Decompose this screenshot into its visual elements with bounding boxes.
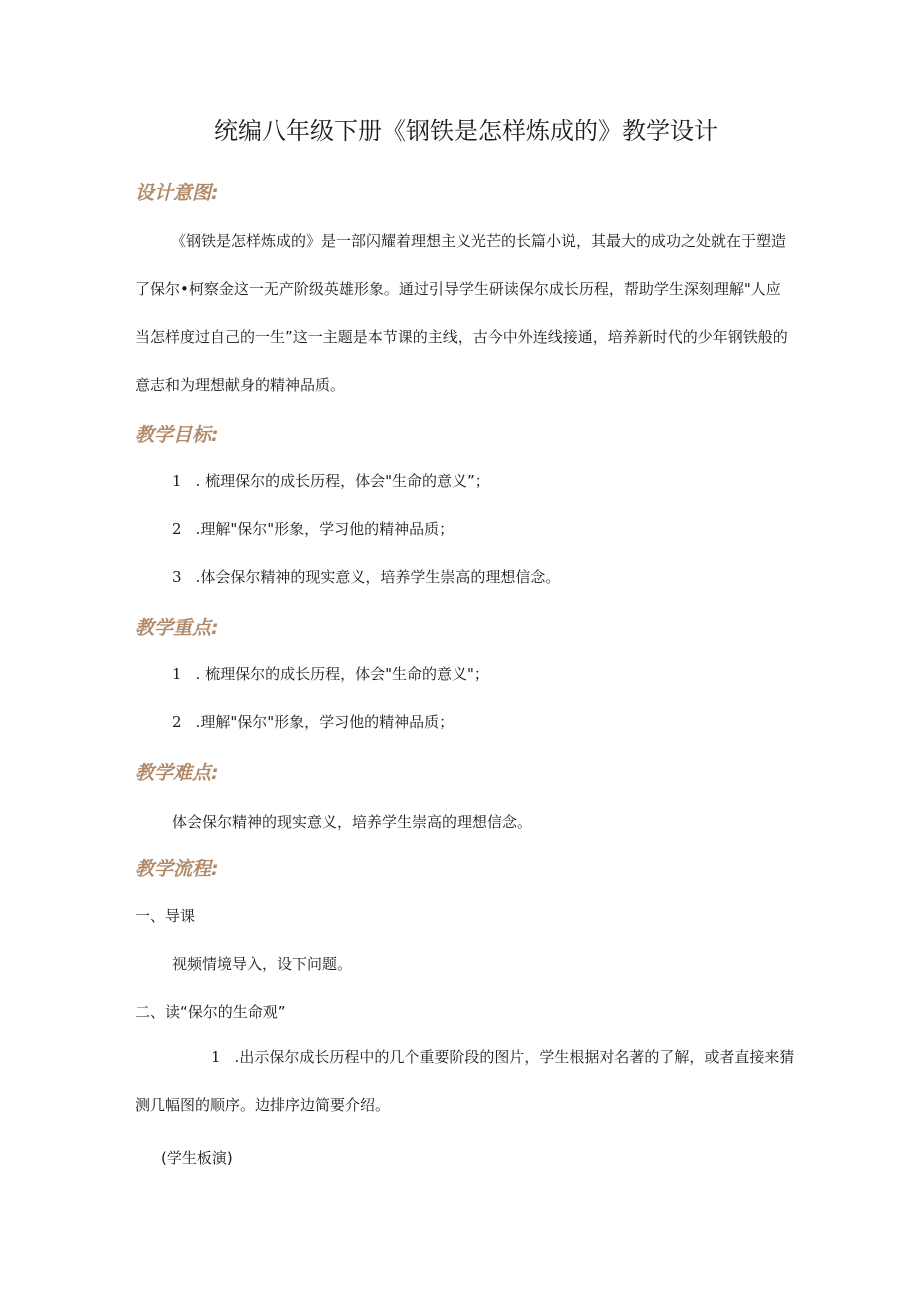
objective-number-1: 1 <box>172 472 182 490</box>
document-title: 统编八年级下册《钢铁是怎样炼成的》教学设计 <box>214 117 718 145</box>
key-point-text-2: .理解"保尔"形象，学习他的精神品质； <box>195 713 455 731</box>
objective-number-2: 2 <box>172 520 182 538</box>
objective-text-2: .理解"保尔"形象，学习他的精神品质； <box>195 520 455 538</box>
heading-process: 教学流程: <box>135 858 219 880</box>
heading-key-points: 教学重点: <box>135 617 219 639</box>
objective-item-1 <box>172 469 490 493</box>
design-intent-paragraph: 《钢铁是怎样炼成的》是一部闪耀着理想主义光芒的长篇小说，其最大的成功之处就在于塑造了保尔•柯察金这一无产阶级英雄形象。通过引导学生研读保尔成长历程，帮助学生深刻理解"人应当怎样度过自己的一生”这一主题是本节课的主线，古今中外连线接通，培养新时代的少年钢铁般的意志和为理想献身的精神品质。 <box>135 232 788 394</box>
step-1-paragraph <box>135 1033 795 1129</box>
objective-number-3: 3 <box>172 568 182 586</box>
heading-difficulties: 教学难点: <box>135 762 219 784</box>
section-title-intro: 一、导课 <box>135 907 196 925</box>
step-1-number: 1 <box>211 1048 221 1066</box>
key-point-number-1: 1 <box>172 665 182 683</box>
key-point-item-1 <box>172 662 489 686</box>
objective-text-1: . 梳理保尔的成长历程，体会"生命的意义”； <box>195 472 490 490</box>
key-point-item-2 <box>172 710 454 734</box>
board-note: (学生板演) <box>161 1149 233 1167</box>
objective-text-3: .体会保尔精神的现实意义，培养学生崇高的理想信念。 <box>195 568 561 586</box>
section-title-read: 二、读“保尔的生命观” <box>135 1003 286 1021</box>
objective-item-2 <box>172 517 454 541</box>
section-intro-text: 视频情境导入，设下问题。 <box>172 955 353 973</box>
objective-item-3 <box>172 565 560 589</box>
key-point-text-1: . 梳理保尔的成长历程，体会"生命的意义"； <box>195 665 489 683</box>
key-point-number-2: 2 <box>172 713 182 731</box>
heading-design-intent: 设计意图: <box>135 182 219 204</box>
difficulty-text: 体会保尔精神的现实意义，培养学生崇高的理想信念。 <box>172 813 533 831</box>
step-1-text: .出示保尔成长历程中的几个重要阶段的图片，学生根据对名著的了解，或者直接来猜测几幅图的顺序。边排序边简要介绍。 <box>135 1048 795 1114</box>
heading-objectives: 教学目标: <box>135 424 219 446</box>
